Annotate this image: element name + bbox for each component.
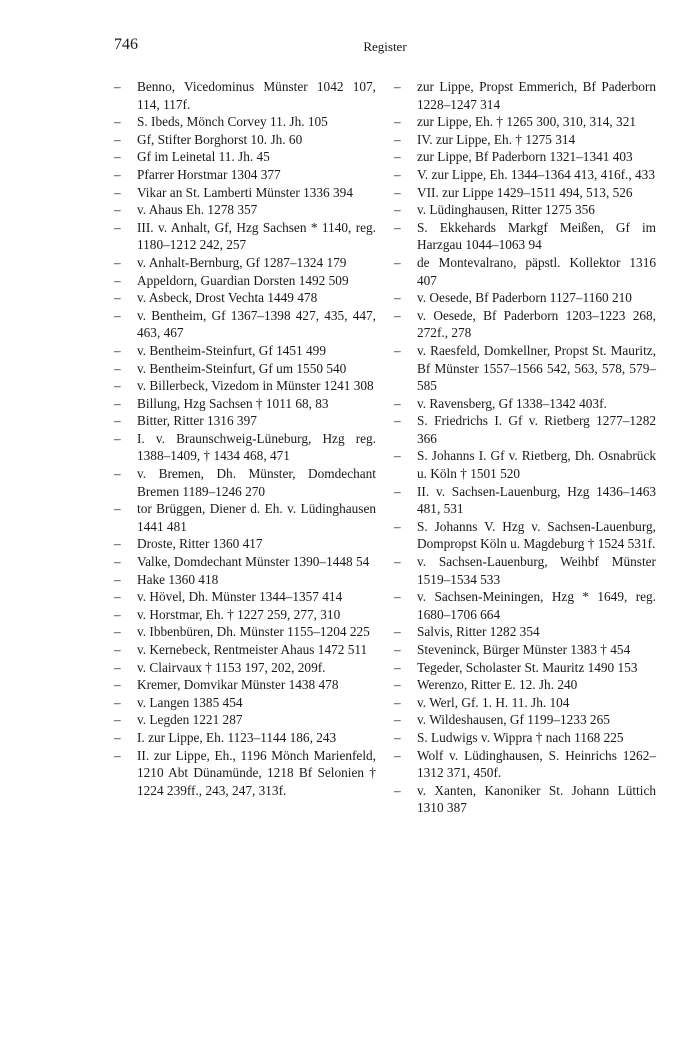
- index-entry: [114, 553, 376, 571]
- entry-dash: –: [394, 307, 401, 323]
- index-entry: [394, 694, 656, 712]
- index-entry: [394, 676, 656, 694]
- entry-dash: –: [394, 624, 401, 640]
- index-entry: [394, 483, 656, 518]
- entry-text: v. Xanten, Kanoniker St. Johann Lüttich 1310 387: [417, 782, 656, 816]
- entry-dash: –: [114, 342, 121, 358]
- index-entry: [394, 659, 656, 677]
- entry-dash: –: [394, 131, 401, 147]
- entry-dash: –: [394, 659, 401, 675]
- entry-text: S. Ibeds, Mönch Corvey 11. Jh. 105: [137, 114, 328, 130]
- entry-dash: –: [114, 114, 121, 130]
- entry-text: V. zur Lippe, Eh. 1344–1364 413, 416f., 433: [417, 166, 655, 182]
- index-entry: [114, 78, 376, 113]
- index-entry: [114, 729, 376, 747]
- entry-text: Pfarrer Horstmar 1304 377: [137, 166, 281, 182]
- entry-text: v. Raesfeld, Domkellner, Propst St. Mauritz, Bf Münster 1557–1566 542, 563, 578, 579–585: [417, 342, 656, 394]
- index-entry: [114, 219, 376, 254]
- entry-dash: –: [114, 202, 121, 218]
- entry-dash: –: [114, 430, 121, 446]
- index-entry: [114, 113, 376, 131]
- index-entry: [394, 588, 656, 623]
- entry-dash: –: [114, 729, 121, 745]
- entry-text: III. v. Anhalt, Gf, Hzg Sachsen * 1140, reg. 1180–1212 242, 257: [137, 219, 376, 253]
- entry-dash: –: [394, 554, 401, 570]
- index-entry: [114, 307, 376, 342]
- entry-text: Hake 1360 418: [137, 571, 219, 587]
- entry-text: Salvis, Ritter 1282 354: [417, 624, 540, 640]
- index-entry: [114, 588, 376, 606]
- index-entry: [114, 500, 376, 535]
- entry-dash: –: [114, 624, 121, 640]
- index-entry: [394, 553, 656, 588]
- index-entry: [394, 412, 656, 447]
- index-entry: [114, 131, 376, 149]
- entry-text: zur Lippe, Bf Paderborn 1321–1341 403: [417, 149, 633, 165]
- index-entry: [394, 307, 656, 342]
- index-column-right: [394, 78, 656, 817]
- entry-dash: –: [114, 536, 121, 552]
- index-entry: [394, 254, 656, 289]
- index-entry: [394, 729, 656, 747]
- entry-text: S. Johanns V. Hzg v. Sachsen-Lauenburg, Dompropst Köln u. Magdeburg † 1524 531f.: [417, 518, 656, 552]
- index-entry: [394, 623, 656, 641]
- entry-dash: –: [114, 712, 121, 728]
- entry-dash: –: [394, 202, 401, 218]
- entry-text: Steveninck, Bürger Münster 1383 † 454: [417, 642, 631, 657]
- entry-dash: –: [394, 184, 401, 200]
- page-header: [114, 36, 656, 60]
- index-entry: [394, 641, 656, 659]
- entry-text: v. Clairvaux † 1153 197, 202, 209f.: [137, 659, 326, 675]
- entry-dash: –: [114, 659, 121, 675]
- entry-text: v. Bremen, Dh. Münster, Domdechant Bremen 1189–1246 270: [137, 466, 376, 499]
- index-entry: [114, 623, 376, 641]
- entry-text: Werenzo, Ritter E. 12. Jh. 240: [417, 677, 578, 693]
- entry-text: Bitter, Ritter 1316 397: [137, 413, 257, 429]
- index-entry: [114, 571, 376, 589]
- index-entry: [394, 395, 656, 413]
- entry-text: I. zur Lippe, Eh. 1123–1144 186, 243: [137, 729, 337, 745]
- index-column-left: [114, 78, 376, 799]
- entry-text: Benno, Vicedominus Münster 1042 107, 114, 117f.: [137, 79, 376, 112]
- entry-dash: –: [394, 747, 401, 763]
- index-entry: [114, 148, 376, 166]
- entry-text: tor Brüggen, Diener d. Eh. v. Lüdinghausen 1441 481: [137, 501, 376, 534]
- entry-text: Droste, Ritter 1360 417: [137, 536, 263, 552]
- index-entry: [394, 184, 656, 202]
- entry-dash: –: [394, 642, 401, 657]
- entry-text: v. Legden 1221 287: [137, 712, 243, 728]
- index-entry: [114, 342, 376, 360]
- index-entry: [394, 131, 656, 149]
- index-entry: [114, 535, 376, 553]
- index-entry: [114, 659, 376, 677]
- entry-dash: –: [114, 747, 121, 763]
- entry-text: Gf, Stifter Borghorst 10. Jh. 60: [137, 131, 303, 147]
- entry-dash: –: [394, 342, 401, 358]
- entry-dash: –: [394, 79, 401, 94]
- entry-text: S. Johanns I. Gf v. Rietberg, Dh. Osnabrück u. Köln † 1501 520: [417, 448, 656, 482]
- entry-dash: –: [114, 254, 121, 270]
- index-entry: [114, 377, 376, 395]
- index-entry: [114, 272, 376, 290]
- entry-text: v. Kernebeck, Rentmeister Ahaus 1472 511: [137, 642, 368, 657]
- entry-text: v. Ahaus Eh. 1278 357: [137, 202, 258, 218]
- entry-text: v. Bentheim-Steinfurt, Gf 1451 499: [137, 342, 326, 358]
- entry-dash: –: [394, 166, 401, 182]
- index-entry: [394, 148, 656, 166]
- entry-text: Gf im Leinetal 11. Jh. 45: [137, 149, 270, 165]
- entry-text: v. Sachsen-Lauenburg, Weihbf Münster 1519–1534 533: [417, 554, 656, 587]
- entry-dash: –: [114, 131, 121, 147]
- entry-text: II. zur Lippe, Eh., 1196 Mönch Marienfeld, 1210 Abt Dünamünde, 1218 Bf Selonien † 1224 239ff., 243, 247, 313f.: [137, 747, 376, 798]
- index-entry: [394, 342, 656, 395]
- entry-dash: –: [394, 395, 401, 411]
- index-entry: [114, 747, 376, 800]
- entry-dash: –: [114, 413, 121, 429]
- entry-dash: –: [114, 677, 121, 693]
- index-entry: [394, 201, 656, 219]
- index-entry: [394, 289, 656, 307]
- entry-text: S. Friedrichs I. Gf v. Rietberg 1277–1282 366: [417, 413, 656, 446]
- entry-text: Valke, Domdechant Münster 1390–1448 54: [137, 554, 370, 570]
- entry-text: v. Hövel, Dh. Münster 1344–1357 414: [137, 589, 343, 605]
- entry-dash: –: [394, 677, 401, 693]
- entry-text: Tegeder, Scholaster St. Mauritz 1490 153: [417, 659, 638, 675]
- entry-dash: –: [114, 272, 121, 288]
- index-entry: [394, 78, 656, 113]
- index-entry: [394, 782, 656, 817]
- index-entry: [114, 711, 376, 729]
- entry-dash: –: [394, 694, 401, 710]
- entry-text: Billung, Hzg Sachsen † 1011 68, 83: [137, 395, 329, 411]
- index-entry: [114, 201, 376, 219]
- index-entry: [394, 447, 656, 482]
- entry-text: zur Lippe, Propst Emmerich, Bf Paderborn 1228–1247 314: [417, 79, 656, 112]
- entry-dash: –: [394, 518, 401, 534]
- entry-dash: –: [114, 466, 121, 482]
- entry-text: v. Bentheim, Gf 1367–1398 427, 435, 447, 463, 467: [137, 307, 376, 341]
- entry-dash: –: [114, 360, 121, 376]
- entry-dash: –: [114, 642, 121, 657]
- entry-text: Vikar an St. Lamberti Münster 1336 394: [137, 184, 353, 200]
- entry-dash: –: [114, 166, 121, 182]
- entry-text: zur Lippe, Eh. † 1265 300, 310, 314, 321: [417, 114, 637, 130]
- index-entry: [114, 395, 376, 413]
- entry-text: v. Langen 1385 454: [137, 694, 243, 710]
- entry-dash: –: [114, 606, 121, 622]
- entry-dash: –: [394, 254, 401, 270]
- entry-text: v. Ibbenbüren, Dh. Münster 1155–1204 225: [137, 624, 370, 640]
- entry-text: Wolf v. Lüdinghausen, S. Heinrichs 1262–1312 371, 450f.: [417, 747, 656, 781]
- entry-dash: –: [394, 729, 401, 745]
- entry-dash: –: [394, 589, 401, 605]
- entry-text: Kremer, Domvikar Münster 1438 478: [137, 677, 339, 693]
- index-entry: [114, 360, 376, 378]
- entry-text: v. Ravensberg, Gf 1338–1342 403f.: [417, 395, 607, 411]
- entry-dash: –: [114, 290, 121, 306]
- entry-dash: –: [114, 589, 121, 605]
- entry-dash: –: [114, 149, 121, 165]
- entry-text: v. Horstmar, Eh. † 1227 259, 277, 310: [137, 606, 341, 622]
- entry-text: v. Werl, Gf. 1. H. 11. Jh. 104: [417, 694, 570, 710]
- running-head: Register: [363, 39, 407, 54]
- index-entry: [114, 254, 376, 272]
- entry-dash: –: [114, 219, 121, 235]
- entry-dash: –: [114, 378, 121, 394]
- index-entry: [114, 430, 376, 465]
- entry-text: II. v. Sachsen-Lauenburg, Hzg 1436–1463 481, 531: [417, 483, 656, 517]
- entry-dash: –: [394, 782, 401, 798]
- entry-text: S. Ludwigs v. Wippra † nach 1168 225: [417, 729, 624, 745]
- entry-text: v. Billerbeck, Vizedom in Münster 1241 308: [137, 378, 374, 394]
- index-entry: [394, 166, 656, 184]
- entry-text: v. Oesede, Bf Paderborn 1127–1160 210: [417, 290, 632, 306]
- entry-dash: –: [114, 501, 121, 517]
- entry-dash: –: [114, 184, 121, 200]
- entry-dash: –: [114, 79, 121, 94]
- entry-dash: –: [394, 712, 401, 728]
- entry-dash: –: [114, 571, 121, 587]
- entry-text: S. Ekkehards Markgf Meißen, Gf im Harzgau 1044–1063 94: [417, 219, 656, 253]
- index-entry: [394, 219, 656, 254]
- entry-dash: –: [394, 413, 401, 429]
- entry-text: v. Asbeck, Drost Vechta 1449 478: [137, 290, 318, 306]
- entry-text: VII. zur Lippe 1429–1511 494, 513, 526: [417, 184, 633, 200]
- index-entry: [114, 676, 376, 694]
- index-entry: [114, 641, 376, 659]
- index-entry: [394, 711, 656, 729]
- entry-text: v. Wildeshausen, Gf 1199–1233 265: [417, 712, 610, 728]
- entry-text: de Montevalrano, päpstl. Kollektor 1316 407: [417, 254, 656, 288]
- entry-text: v. Sachsen-Meiningen, Hzg * 1649, reg. 1680–1706 664: [417, 589, 656, 622]
- entry-text: IV. zur Lippe, Eh. † 1275 314: [417, 131, 576, 147]
- entry-text: v. Oesede, Bf Paderborn 1203–1223 268, 272f., 278: [417, 307, 656, 341]
- entry-dash: –: [114, 307, 121, 323]
- index-entry: [114, 465, 376, 500]
- entry-dash: –: [394, 219, 401, 235]
- index-entry: [114, 606, 376, 624]
- entry-dash: –: [394, 114, 401, 130]
- index-entry: [394, 747, 656, 782]
- entry-text: v. Bentheim-Steinfurt, Gf um 1550 540: [137, 360, 347, 376]
- index-entry: [394, 113, 656, 131]
- index-entry: [114, 166, 376, 184]
- entry-dash: –: [394, 290, 401, 306]
- entry-dash: –: [114, 554, 121, 570]
- entry-dash: –: [394, 149, 401, 165]
- index-entry: [394, 518, 656, 553]
- entry-text: v. Lüdinghausen, Ritter 1275 356: [417, 202, 595, 218]
- entry-dash: –: [114, 395, 121, 411]
- entry-dash: –: [394, 483, 401, 499]
- entry-text: I. v. Braunschweig-Lüneburg, Hzg reg. 1388–1409, † 1434 468, 471: [137, 430, 376, 464]
- index-entry: [114, 694, 376, 712]
- page-number: 746: [114, 36, 138, 53]
- entry-text: Appeldorn, Guardian Dorsten 1492 509: [137, 272, 349, 288]
- index-entry: [114, 412, 376, 430]
- entry-text: v. Anhalt-Bernburg, Gf 1287–1324 179: [137, 254, 347, 270]
- entry-dash: –: [394, 448, 401, 464]
- entry-dash: –: [114, 694, 121, 710]
- index-entry: [114, 289, 376, 307]
- index-entry: [114, 184, 376, 202]
